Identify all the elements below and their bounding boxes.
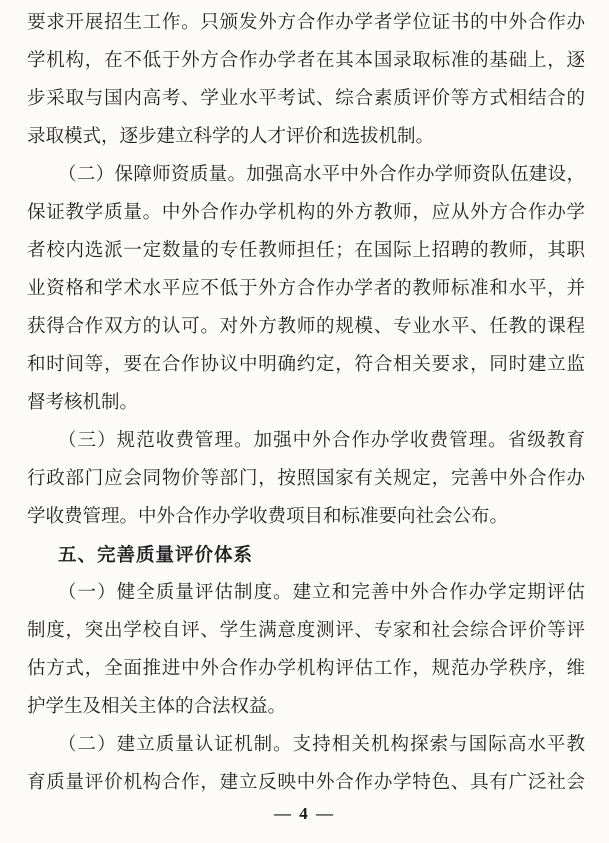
text-line: 护学生及相关主体的合法权益。 [27,697,287,717]
text-line: 要求开展招生工作。只颁发外方合作办学者学位证书的中外合作办 [27,13,585,33]
text-line: 制度，突出学校自评、学生满意度测评、专家和社会综合评价等评 [27,621,585,641]
text-line: （二）保障师资质量。加强高水平中外合作办学师资队伍建设， [58,165,585,185]
text-line: 步采取与国内高考、学业水平考试、综合素质评价等方式相结合的 [27,89,585,109]
text-line: 和时间等，要在合作协议中明确约定，符合相关要求，同时建立监 [27,355,585,375]
text-line: 学机构，在不低于外方合作办学者在其本国录取标准的基础上，逐 [27,51,585,71]
page-number: — 4 — [274,804,335,823]
text-line: 育质量评价机构合作，建立反映中外合作办学特色、具有广泛社会 [27,773,585,793]
text-line: 获得合作双方的认可。对外方教师的规模、专业水平、任教的课程 [27,317,585,337]
text-line: 录取模式，逐步建立科学的人才评价和选拔机制。 [27,127,435,147]
text-line: 督考核机制。 [27,393,139,413]
text-line: （三）规范收费管理。加强中外合作办学收费管理。省级教育 [58,431,585,451]
text-line: 行政部门应会同物价等部门，按照国家有关规定，完善中外合作办 [27,469,585,489]
text-line: 者校内选派一定数量的专任教师担任；在国际上招聘的教师，其职 [27,241,585,261]
text-line: 学收费管理。中外合作办学收费项目和标准要向社会公布。 [27,507,509,527]
section-heading: 五、完善质量评价体系 [58,544,254,565]
text-line: （一）健全质量评估制度。建立和完善中外合作办学定期评估 [58,583,585,603]
text-line: 估方式，全面推进中外合作办学机构评估工作，规范办学秩序，维 [27,659,585,679]
text-line: 业资格和学术水平应不低于外方合作办学者的教师标准和水平，并 [27,279,585,299]
text-lines [27,4,585,802]
text-line: 保证教学质量。中外合作办学机构的外方教师，应从外方合作办学 [27,203,585,223]
text-line: （二）建立质量认证机制。支持相关机构探索与国际高水平教 [58,735,585,755]
